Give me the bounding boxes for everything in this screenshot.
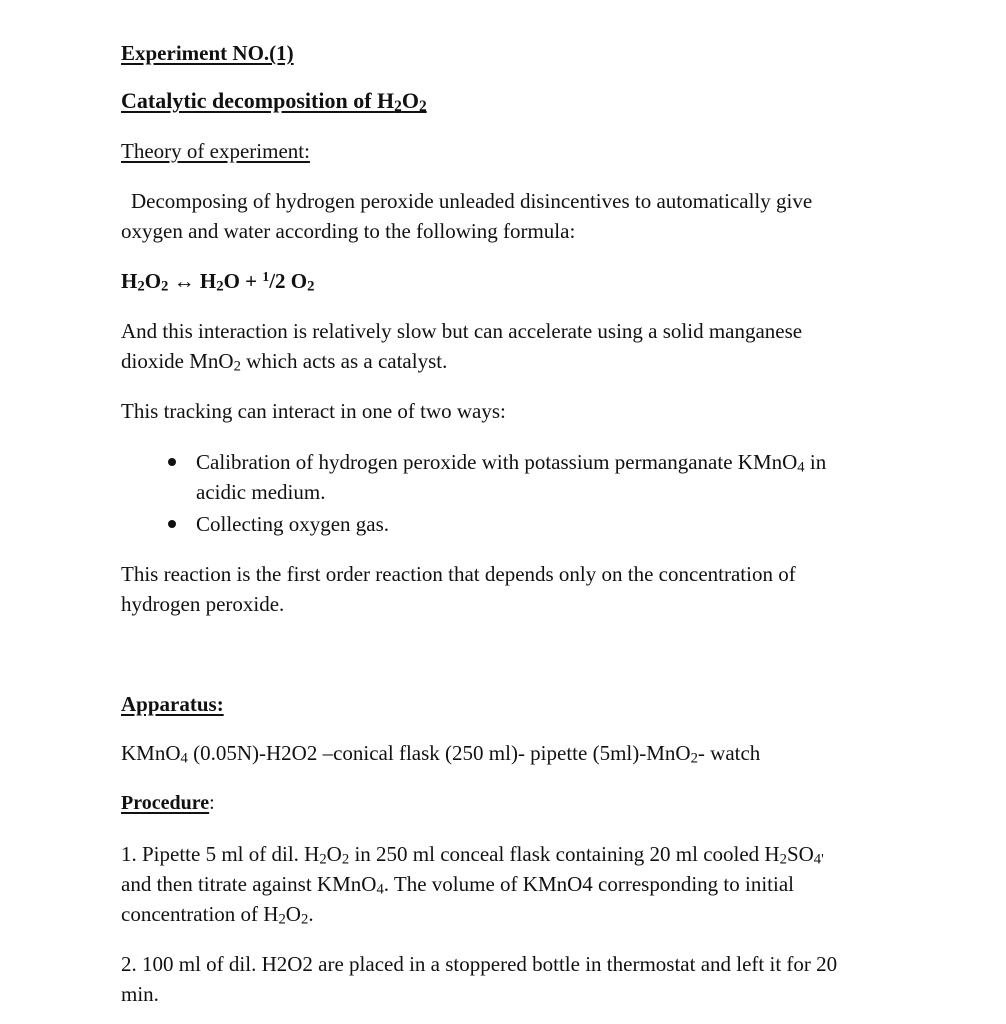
bullet-item-1-line-2 (196, 477, 325, 507)
formula-sub: 2 (300, 911, 309, 928)
subtitle-sub: 2 (394, 97, 402, 115)
procedure-step-1-line-1 (121, 839, 824, 869)
apparatus-heading (121, 689, 224, 719)
apparatus-list (121, 738, 760, 768)
procedure-step-2-line-2 (121, 979, 159, 1009)
paragraph-text: oxygen and water according to the following formula: (121, 219, 576, 243)
apparatus-text: KMnO (121, 741, 181, 765)
formula-sub: 4 (180, 750, 188, 767)
formula-sub: 2 (307, 278, 315, 295)
formula-sub: 2 (319, 851, 327, 868)
bullet-text: acidic medium. (196, 480, 326, 504)
formula-sub: 2 (137, 278, 145, 295)
paragraph-text: This reaction is the first order reaction that depends only on the concentration of (121, 562, 796, 586)
bullet-icon (168, 458, 176, 466)
paragraph-text: dioxide MnO (121, 349, 234, 373)
subtitle-o: O (401, 88, 419, 113)
formula-sup: 1 (262, 269, 270, 285)
apparatus-text: (0.05N)-H2O2 –conical flask (250 ml)- pipette (5ml)-MnO (187, 741, 691, 765)
bullet-text: Calibration of hydrogen peroxide with potassium permanganate KMnO (196, 450, 798, 474)
bullet-text: in (804, 450, 827, 474)
experiment-subtitle (121, 86, 427, 116)
formula-sub: 2 (216, 278, 224, 295)
formula-sub: 2 (278, 911, 286, 928)
bullet-item-2 (196, 509, 389, 539)
procedure-step-1-line-3 (121, 899, 314, 929)
paragraph-text: And this interaction is relatively slow but can accelerate using a solid manganese (121, 319, 803, 343)
procedure-heading (121, 788, 215, 818)
experiment-title-text: Experiment NO.(1) (121, 41, 294, 65)
formula-part: O + (223, 269, 263, 293)
procedure-text: . The volume of KMnO4 corresponding to initial (383, 872, 794, 896)
theory-heading-text: Theory of experiment: (121, 139, 310, 163)
theory-paragraph-2-line-1 (121, 316, 802, 346)
procedure-text: . (308, 902, 314, 926)
theory-heading (121, 136, 310, 166)
procedure-text: and then titrate against KMnO (121, 872, 377, 896)
procedure-text: SO (786, 842, 814, 866)
procedure-step-2-line-1 (121, 949, 837, 979)
bullet-text: Collecting oxygen gas. (196, 512, 390, 536)
procedure-text: in 250 ml conceal flask containing 20 ml cooled H (349, 842, 780, 866)
experiment-title (121, 38, 294, 68)
bullet-icon (168, 520, 176, 528)
formula-part: /2 O (269, 269, 308, 293)
procedure-heading-text: Procedure (121, 792, 210, 814)
paragraph-text: Decomposing of hydrogen peroxide unleaded disincentives to automatically give (131, 189, 813, 213)
formula-part: H (199, 269, 217, 293)
procedure-text: O (326, 842, 342, 866)
paragraph-text: which acts as a catalyst. (240, 349, 448, 373)
theory-paragraph-4-line-2 (121, 589, 284, 619)
procedure-step-1-line-2 (121, 869, 794, 899)
procedure-heading-colon: : (209, 792, 215, 814)
procedure-text: min. (121, 982, 159, 1006)
formula-part: H (121, 269, 138, 293)
theory-paragraph-3 (121, 396, 506, 426)
formula-part: O (144, 269, 162, 293)
subtitle-text: Catalytic decomposition of H (121, 88, 395, 113)
procedure-text: O (285, 902, 301, 926)
theory-paragraph-2-line-2 (121, 346, 447, 376)
procedure-text: 2. 100 ml of dil. H2O2 are placed in a stoppered bottle in thermostat and left it for 20 (121, 952, 838, 976)
formula-sub: 4' (813, 851, 824, 868)
formula-sub: 2 (690, 750, 698, 767)
theory-paragraph-4-line-1 (121, 559, 796, 589)
formula-sub: 2 (341, 851, 350, 868)
theory-paragraph-1-line-1 (131, 186, 812, 216)
apparatus-text: - watch (697, 741, 761, 765)
paragraph-text: hydrogen peroxide. (121, 592, 285, 616)
procedure-text: 1. Pipette 5 ml of dil. H (121, 842, 320, 866)
procedure-text: concentration of H (121, 902, 279, 926)
formula-arrow: ↔ (168, 269, 200, 293)
apparatus-heading-text: Apparatus: (121, 692, 224, 716)
formula-sub: 4 (797, 459, 805, 476)
formula-sub: 2 (779, 851, 787, 868)
formula-sub: 2 (233, 358, 241, 375)
theory-paragraph-1-line-2 (121, 216, 575, 246)
decomposition-formula (121, 266, 314, 296)
formula-sub: 4 (376, 881, 384, 898)
formula-sub: 2 (161, 278, 169, 295)
paragraph-text: This tracking can interact in one of two ways: (121, 399, 506, 423)
subtitle-sub: 2 (418, 97, 427, 115)
bullet-item-1-line-1 (196, 447, 826, 477)
